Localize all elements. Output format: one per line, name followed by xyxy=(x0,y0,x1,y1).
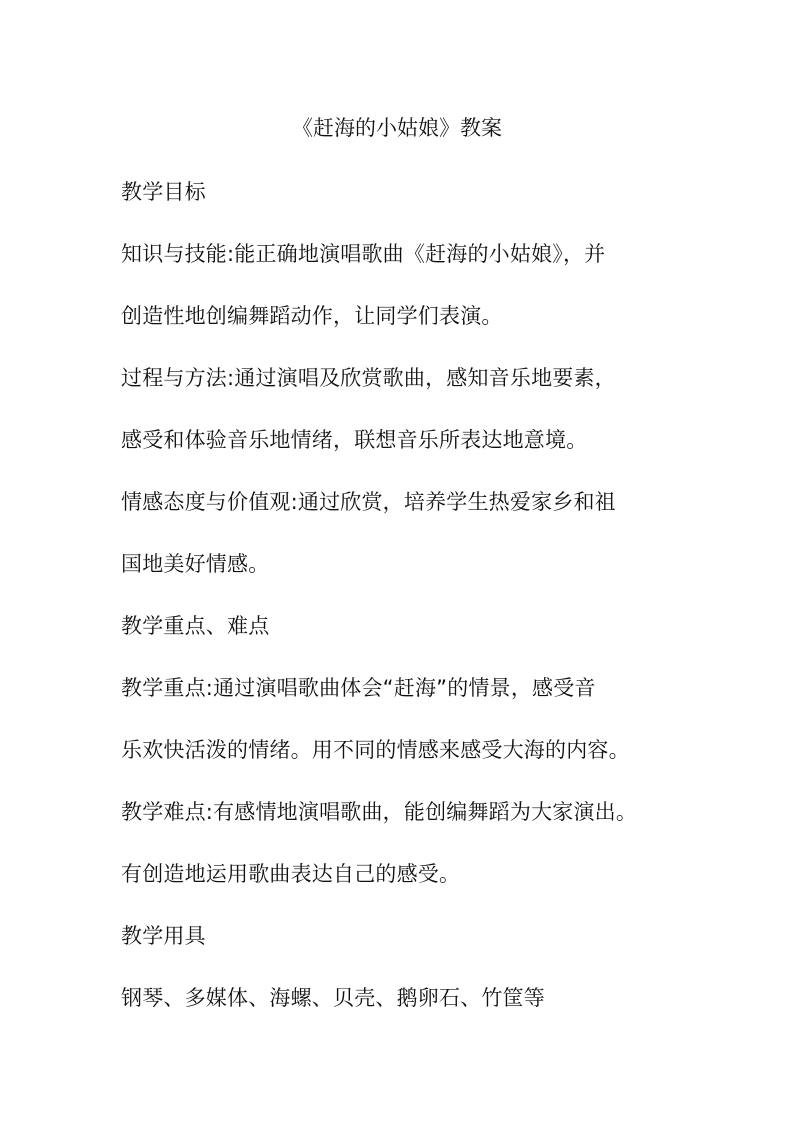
paragraph-line: 创造性地创编舞蹈动作，让同学们表演。 xyxy=(121,304,503,328)
section-heading-key-points: 教学重点、难点 xyxy=(121,614,270,638)
paragraph-line: 国地美好情感。 xyxy=(121,552,270,576)
paragraph-line: 教学难点:有感情地演唱歌曲，能创编舞蹈为大家演出。 xyxy=(121,800,638,824)
section-heading-tools: 教学用具 xyxy=(121,924,206,948)
paragraph-line: 知识与技能:能正确地演唱歌曲《赶海的小姑娘》，并 xyxy=(121,242,606,266)
section-heading-objectives: 教学目标 xyxy=(121,180,206,204)
document-title: 《赶海的小姑娘》教案 xyxy=(292,116,502,140)
paragraph-line: 感受和体验音乐地情绪，联想音乐所表达地意境。 xyxy=(121,428,588,452)
paragraph-line: 有创造地运用歌曲表达自己的感受。 xyxy=(121,862,461,886)
paragraph-line: 教学重点:通过演唱歌曲体会“赶海”的情景，感受音 xyxy=(121,676,596,700)
paragraph-line: 乐欢快活泼的情绪。用不同的情感来感受大海的内容。 xyxy=(121,738,630,762)
paragraph-line: 过程与方法:通过演唱及欣赏歌曲，感知音乐地要素， xyxy=(121,366,616,390)
paragraph-line: 情感态度与价值观:通过欣赏，培养学生热爱家乡和祖 xyxy=(121,490,616,514)
paragraph-line: 钢琴、多媒体、海螺、贝壳、鹅卵石、竹筐等 xyxy=(121,986,545,1010)
